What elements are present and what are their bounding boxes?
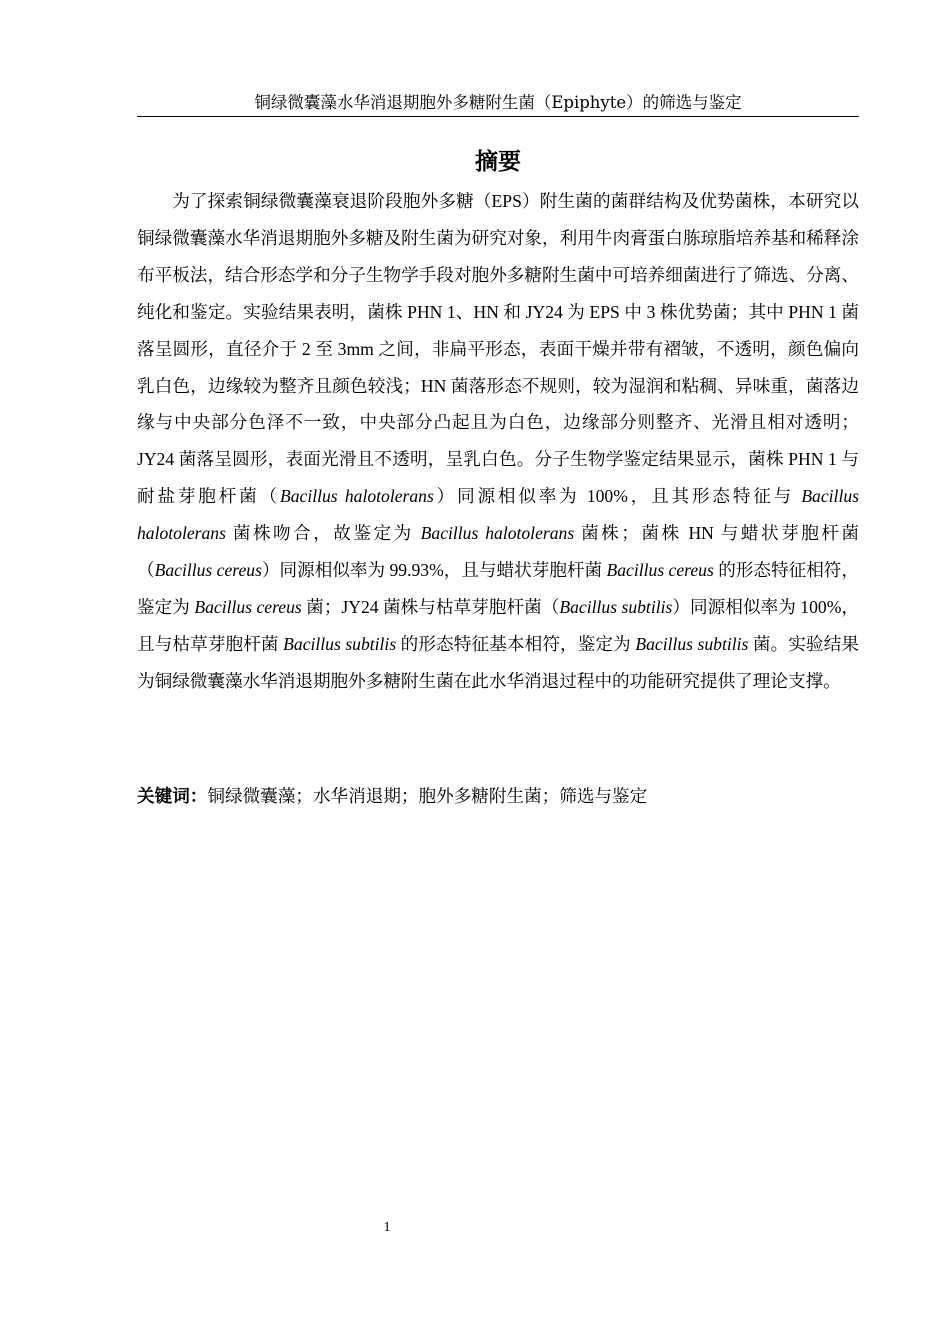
species-name: Bacillus halotolerans (420, 523, 575, 544)
species-name: Bacillus cereus (194, 596, 302, 617)
abstract-text-segment: 菌。实验结果为铜绿微囊藻水华消退期胞外多糖附生菌在此水华消退过程中的功能研究提供了理论支撑。 (137, 633, 859, 691)
species-name: Bacillus halotolerans (137, 486, 859, 544)
abstract-text-segment: 菌株；菌株 HN 与蜡状芽胞杆菌（ (137, 523, 859, 581)
species-name: Bacillus cereus (606, 560, 714, 581)
keywords-text: 铜绿微囊藻；水华消退期；胞外多糖附生菌；筛选与鉴定 (207, 786, 648, 806)
species-name: Bacillus halotolerans (279, 486, 434, 507)
species-name: Bacillus subtilis (559, 596, 673, 617)
species-name: Bacillus cereus (154, 560, 262, 581)
abstract-heading: 摘要 (475, 149, 521, 175)
running-header: 铜绿微囊藻水华消退期胞外多糖附生菌（Epiphyte）的筛选与鉴定 (137, 92, 859, 117)
abstract-body (137, 183, 859, 700)
keywords-label: 关键词： (137, 787, 208, 807)
species-name: Bacillus subtilis (283, 633, 397, 654)
abstract-text-segment: ）同源相似率为 100%，且与枯草芽胞杆菌 (137, 596, 859, 654)
abstract-text-segment: 为了探索铜绿微囊藻衰退阶段胞外多糖（EPS）附生菌的菌群结构及优势菌株，本研究以铜绿微囊藻水华消退期胞外多糖及附生菌为研究对象，利用牛肉膏蛋白胨琼脂培养基和稀释涂布平板法，结合形态学和分子生物学手段对胞外多糖附生菌中可培养细菌进行了筛选、分离、纯化和鉴定。实验结果表明，菌株 PHN 1、HN 和 JY24 为 EPS 中 3 株优势菌；其中 PHN 1 菌落呈圆形，直径介于 2 至 3mm 之间，非扁平形态，表面干燥并带有褶皱，不透明，颜色偏向乳白色，边缘较为整齐且颜色较浅；HN 菌落形态不规则，较为湿润和粘稠、异味重，菌落边缘与中央部分色泽不一致，中央部分凸起且为白色，边缘部分则整齐、光滑且相对透明；JY24 菌落呈圆形，表面光滑且不透明，呈乳白色。分子生物学鉴定结果显示，菌株 PHN 1 与耐盐芽胞杆菌（ (137, 191, 859, 507)
abstract-text-segment: 菌株吻合，故鉴定为 (225, 523, 421, 544)
abstract-text-segment: 的形态特征基本相符，鉴定为 (396, 633, 636, 654)
abstract-text-segment: ）同源相似率为 99.93%，且与蜡状芽胞杆菌 (261, 560, 607, 581)
species-name: Bacillus subtilis (635, 633, 749, 654)
abstract-text-segment: 菌；JY24 菌株与枯草芽胞杆菌（ (301, 596, 560, 617)
page-number: 1 (383, 1220, 391, 1235)
abstract-text-segment: 的形态特征相符，鉴定为 (137, 560, 859, 617)
abstract-text-segment: ）同源相似率为 100%，且其形态特征与 (433, 486, 802, 507)
keywords-line (137, 778, 859, 816)
